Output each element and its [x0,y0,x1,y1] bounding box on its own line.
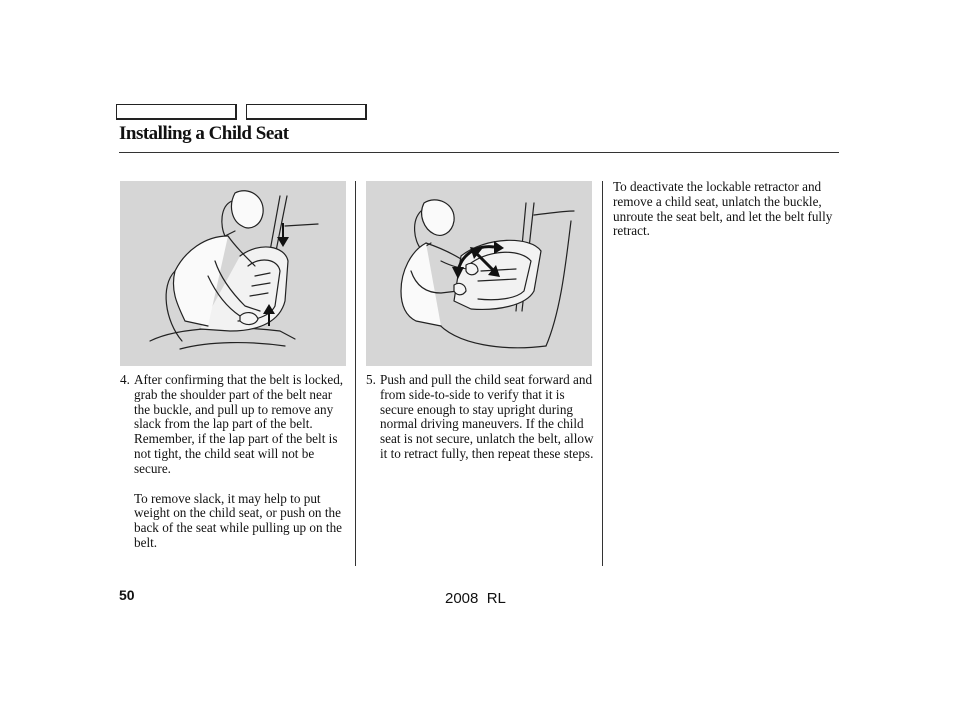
step-4-tip: To remove slack, it may help to put weight on the child seat, or push on the back of the seat while pulling up on the belt. [134,490,343,550]
illustration-push-seat [366,181,592,366]
step-5-number: 5. [366,372,376,387]
section-title: Installing a Child Seat [119,123,289,144]
step-5-text: Push and pull the child seat forward and from side-to-side to verify that it is secure enough to stay upright during normal driving maneuvers. If the child seat is not secure, unlatch the belt, allow it to retract fully, then repeat these steps. [380,372,594,461]
footer-model: 2008 RL [445,590,506,607]
step-4-block [120,373,346,551]
step-5-paragraph [366,373,596,462]
nav-tab-2[interactable] [246,104,367,120]
page-number: 50 [119,587,135,603]
illustration-push-seat-drawing [366,181,592,366]
illustration-pull-belt [120,181,346,366]
nav-tab-1[interactable] [116,104,237,120]
step-5-block [366,373,596,462]
step-4-text: After confirming that the belt is locked, grab the shoulder part of the belt near the buckle, and pull up to remove any slack from the lap part of the belt. Remember, if the lap part of the belt is not tight, the child seat will not be secure. [134,372,344,476]
title-rule [119,152,839,153]
column-divider [602,181,603,566]
column-divider [355,181,356,566]
step-4-number: 4. [120,372,130,387]
illustration-pull-belt-drawing [120,181,346,366]
deactivate-retractor-text: To deactivate the lockable retractor and remove a child seat, unlatch the buckle, unroute the seat belt, and let the belt fully retract. [613,179,833,239]
step-4-paragraph [120,373,346,477]
